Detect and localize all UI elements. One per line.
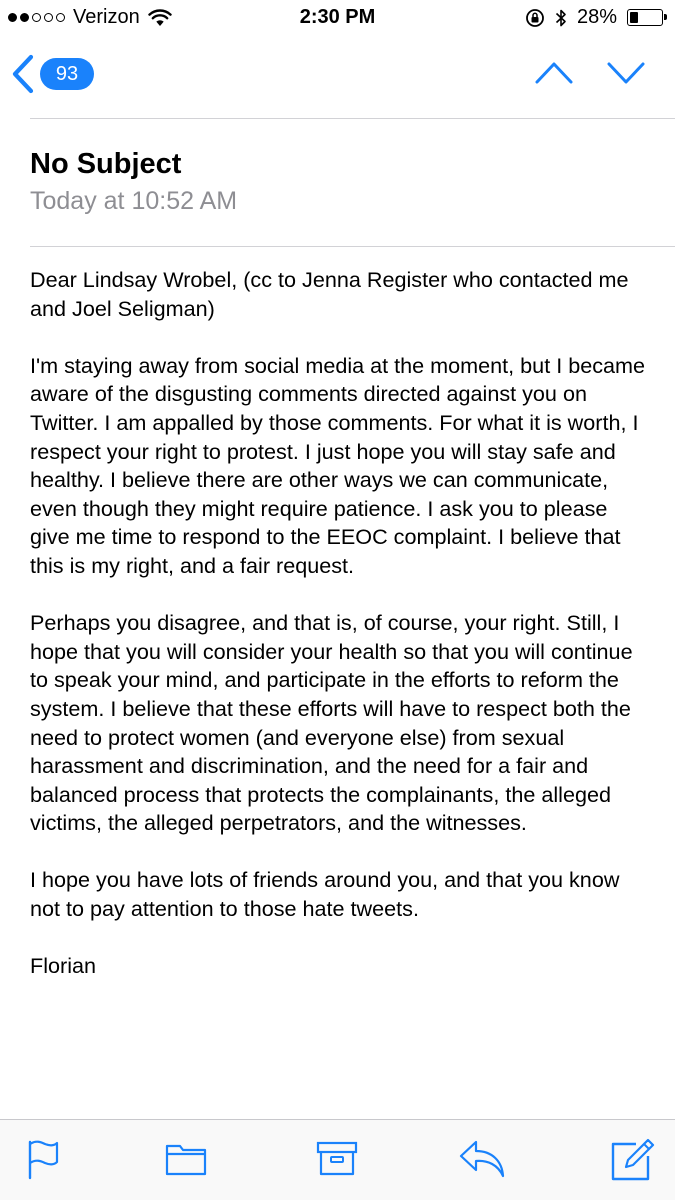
body-signoff: Florian — [30, 953, 97, 979]
compose-icon[interactable] — [610, 1138, 656, 1182]
battery-percentage: 28% — [576, 6, 617, 28]
flag-icon[interactable] — [26, 1138, 60, 1180]
bottom-toolbar — [0, 1120, 675, 1200]
status-bar — [0, 0, 675, 40]
carrier-name: Verizon — [73, 6, 140, 28]
status-time: 2:30 PM — [299, 6, 376, 28]
bluetooth-icon — [555, 8, 567, 28]
folder-icon[interactable] — [165, 1138, 207, 1178]
status-right — [525, 6, 663, 29]
orientation-lock-icon — [525, 8, 545, 28]
chevron-left-icon — [10, 54, 36, 94]
email-date: Today at 10:52 AM — [30, 187, 238, 215]
body-paragraph: I hope you have lots of friends around you, and that you know not to pay attention to those hate tweets. — [30, 867, 620, 922]
email-body — [30, 266, 650, 981]
battery-fill — [630, 12, 638, 23]
previous-message-chevron-up-icon[interactable] — [534, 60, 574, 86]
body-paragraph-greeting: Dear Lindsay Wrobel, (cc to Jenna Register who contacted me and Joel Seligman) — [30, 267, 629, 321]
next-message-chevron-down-icon[interactable] — [606, 60, 646, 86]
back-button[interactable] — [10, 54, 94, 94]
body-divider — [30, 246, 675, 247]
unread-count-badge: 93 — [40, 58, 94, 90]
archive-icon[interactable] — [316, 1138, 358, 1178]
header-divider — [30, 118, 675, 119]
battery-icon — [627, 9, 663, 26]
reply-icon[interactable] — [458, 1138, 506, 1178]
email-subject: No Subject — [30, 148, 182, 180]
body-paragraph: Perhaps you disagree, and that is, of course, your right. Still, I hope that you will consider your health so that you will continue to speak your mind, and participate in the efforts to reform the system. I believe that these efforts will have to respect both the need to protect women (and everyone else) from sexual harassment and discrimination, and the need for a fair and balanced process that protects the complainants, the alleged victims, the alleged perpetrators, and the witnesses. — [30, 610, 633, 836]
nav-bar — [0, 40, 675, 114]
body-paragraph: I'm staying away from social media at the moment, but I became aware of the disgusting comments directed against you on Twitter. I am appalled by those comments. For what it is worth, I respect your right to protest. I just hope you will stay safe and healthy. I believe there are other ways we can communicate, even though they might require patience. I ask you to please give me time to respond to the EEOC complaint. I believe that this is my right, and a fair request. — [30, 352, 646, 578]
